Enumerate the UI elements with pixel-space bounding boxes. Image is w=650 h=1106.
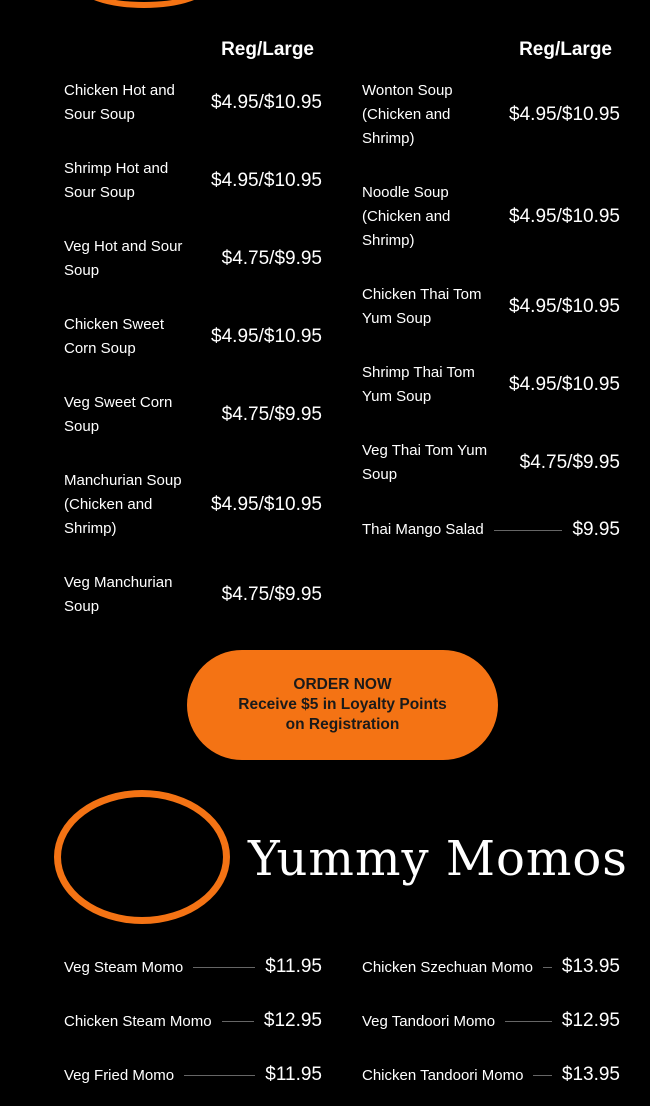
menu-item [64, 571, 322, 619]
item-price: $4.75/$9.95 [519, 452, 620, 473]
item-name: Shrimp Hot and Sour Soup [64, 160, 169, 201]
size-header-right: Reg/Large [519, 39, 612, 60]
item-price: $4.75/$9.95 [221, 584, 322, 605]
menu-item [362, 1006, 620, 1036]
item-price: $4.95/$10.95 [211, 170, 322, 191]
menu-item [362, 517, 620, 543]
section-title-momos: Yummy Momos [248, 831, 628, 887]
order-now-button[interactable] [187, 650, 498, 760]
menu-item [362, 79, 620, 151]
menu-item [362, 439, 620, 487]
item-price: $4.95/$10.95 [509, 206, 620, 227]
item-price: $4.75/$9.95 [221, 248, 322, 269]
item-name: Veg Tandoori Momo [362, 1012, 496, 1030]
menu-item [362, 361, 620, 409]
menu-item [362, 283, 620, 331]
item-price: $4.95/$10.95 [509, 374, 620, 395]
cta-line-3: on Registration [285, 716, 400, 733]
item-name: Thai Mango Salad [362, 521, 484, 538]
item-price: $13.95 [561, 1064, 620, 1085]
dotted-leader [494, 530, 563, 531]
item-name: Veg Thai Tom Yum Soup [362, 442, 488, 483]
item-price: $9.95 [572, 519, 620, 540]
menu-item [362, 952, 620, 982]
menu-item [64, 157, 322, 205]
item-price: $11.95 [265, 1064, 322, 1085]
item-price: $12.95 [263, 1010, 322, 1031]
item-name: Manchurian Soup (Chicken and Shrimp) [64, 472, 182, 537]
menu-item [64, 391, 322, 439]
menu-item [362, 181, 620, 253]
menu-item [64, 952, 322, 982]
menu-item [64, 79, 322, 127]
dotted-leader [222, 1021, 254, 1022]
menu-item [64, 1060, 322, 1090]
decorative-oval-momos [54, 790, 230, 924]
size-header-left: Reg/Large [221, 39, 314, 60]
item-price: $12.95 [561, 1010, 620, 1031]
item-name: Chicken Tandoori Momo [362, 1066, 524, 1084]
item-name: Chicken Sweet Corn Soup [64, 316, 165, 357]
item-price: $4.95/$10.95 [509, 104, 620, 125]
item-name: Veg Hot and Sour Soup [64, 238, 183, 279]
dotted-leader [505, 1021, 552, 1022]
menu-item [64, 469, 322, 541]
menu-item [362, 1060, 620, 1090]
item-name: Chicken Hot and Sour Soup [64, 82, 175, 123]
item-name: Shrimp Thai Tom Yum Soup [362, 364, 475, 405]
menu-item [64, 235, 322, 283]
item-price: $4.95/$10.95 [509, 296, 620, 317]
item-price: $13.95 [561, 956, 620, 977]
item-price: $4.95/$10.95 [211, 326, 322, 347]
menu-item [64, 313, 322, 361]
item-price: $4.95/$10.95 [211, 494, 322, 515]
menu-item [64, 1006, 322, 1036]
dotted-leader [533, 1075, 551, 1076]
item-name: Chicken Szechuan Momo [362, 958, 533, 976]
item-price: $4.75/$9.95 [221, 404, 322, 425]
cta-line-1: ORDER NOW [293, 676, 392, 693]
cta-line-2: Receive $5 in Loyalty Points [238, 696, 447, 713]
dotted-leader [184, 1075, 255, 1076]
item-price: $4.95/$10.95 [211, 92, 322, 113]
item-name: Veg Fried Momo [64, 1066, 175, 1084]
item-name: Chicken Thai Tom Yum Soup [362, 286, 482, 327]
item-name: Noodle Soup (Chicken and Shrimp) [362, 184, 451, 249]
item-name: Veg Steam Momo [64, 958, 184, 976]
decorative-oval-top [78, 0, 210, 8]
item-name: Wonton Soup (Chicken and Shrimp) [362, 82, 453, 147]
item-price: $11.95 [265, 956, 322, 977]
dotted-leader [193, 967, 255, 968]
item-name: Chicken Steam Momo [64, 1012, 212, 1030]
item-name: Veg Manchurian Soup [64, 574, 173, 615]
item-name: Veg Sweet Corn Soup [64, 394, 173, 435]
dotted-leader [543, 967, 552, 968]
